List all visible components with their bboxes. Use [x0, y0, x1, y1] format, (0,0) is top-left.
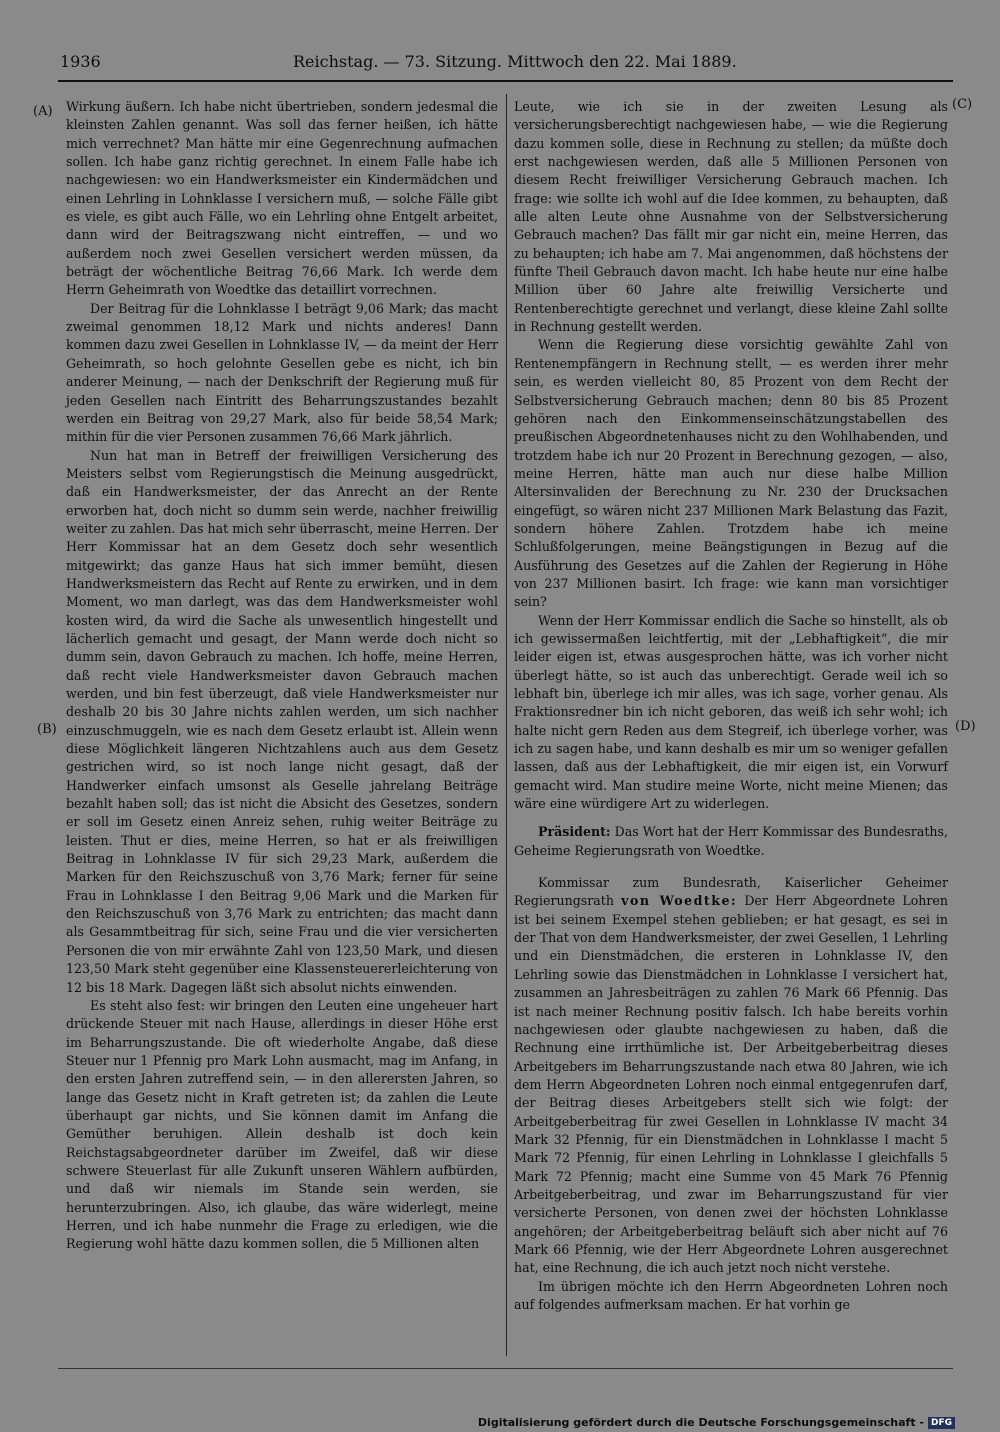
margin-mark-d: (D) — [955, 719, 976, 734]
speaker-president: Präsident: — [538, 824, 611, 840]
page-number: 1936 — [60, 52, 101, 71]
commissioner-intro: Kommissar zum Bundesrath, Kaiserlicher Geheimer Regierungsrath — [514, 875, 948, 909]
speaker-commissioner: von Woedtke: — [621, 893, 738, 909]
right-paragraph-3: Wenn der Herr Kommissar endlich die Sache so hinstellt, als ob ich gewissermaßen leichtfertig, mit der „Lebhaftigkeit“, die mir leider eigen ist, etwas ausgesprochen hätte, was ich vorher nicht überlegt hätte, so ist auch das unberechtigt. Gerade weil ich so lebhaft bin, überlege ich mir alles, was ich sage, vorher genau. Als Fraktionsredner bin ich nicht geboren, das weiß ich sehr wohl; ich halte nicht gern Reden aus dem Stegreif, ich überlege vorher, was ich zu sagen habe, und kann deshalb es mir um so weniger gefallen lassen, daß aus der Lebhaftigkeit, die mir eigen ist, ein Vorwurf gemacht wird. Man studire meine Worte, nicht meine Mienen; das wäre eine würdigere Art zu widerlegen. — [514, 612, 948, 812]
left-paragraph-1: Wirkung äußern. Ich habe nicht übertrieben, sondern jedesmal die kleinsten Zahlen genannt. Was soll das ferner heißen, ich hätte mich verrechnet? Man hätte mir eine Gegenrechnung aufmachen sollen. Ich habe ganz richtig gerechnet. In einem Falle habe ich nachgewiesen: wo ein Handwerksmeister ein Kindermädchen und einen Lehrling in Lohnklasse I versichern muß, — solche Fälle gibt es viele, es gibt auch Fälle, wo ein Lehrling ohne Entgelt arbeitet, dann wird der Beitragszwang nicht eintreffen, — und wo außerdem noch zwei Gesellen versichert werden müssen, da beträgt der wöchentliche Beitrag 76,66 Mark. Ich werde dem Herrn Geheimrath von Woedtke das detaillirt vorrechnen. — [66, 99, 498, 298]
left-column — [66, 98, 498, 1254]
dfg-credit-text: Digitalisierung gefördert durch die Deutsche Forschungsgemeinschaft - — [477, 1416, 924, 1429]
margin-mark-b: (B) — [37, 722, 57, 737]
page-header — [60, 50, 952, 78]
left-paragraph-2: Der Beitrag für die Lohnklasse I beträgt 9,06 Mark; das macht zweimal genommen 18,12 Mark und nichts anderes! Dann kommen dazu zwei Gesellen in Lohnklasse IV, — da meint der Herr Geheimrath, so hoch gelohnte Gesellen gebe es nicht, ich bin anderer Meinung, — nach der Denkschrift der Regierung muß für jeden Gesellen nach Eintritt des Beharrungszustandes bezahlt werden ein Beitrag von 29,27 Mark, also für beide 58,54 Mark; mithin für die vier Personen zusammen 76,66 Mark jährlich. — [66, 300, 498, 445]
margin-mark-c: (C) — [952, 97, 973, 112]
president-text: Das Wort hat der Herr Kommissar des Bundesraths, Geheime Regierungsrath von Woedtke. — [514, 824, 948, 858]
right-paragraph-2: Wenn die Regierung diese vorsichtig gewählte Zahl von Rentenempfängern in Rechnung stellt, — es werden ihrer mehr sein, es werden vielleicht 80, 85 Prozent von dem Recht der Selbstversicherung Gebrauch machen; denn 80 bis 85 Prozent gehören nach den Einkommenseinschätzungstabellen des preußischen Abgeordnetenhauses nicht zu den Wohlhabenden, und trotzdem habe ich nur 20 Prozent in Berechnung gezogen, — also, meine Herren, hätte man auch nur diese halbe Million Altersinvaliden der Berechnung zu Nr. 230 der Drucksachen eingefügt, so wären nicht 237 Millionen Mark Belastung das Fazit, sondern höhere Zahlen. Trotzdem habe ich meine Schlußfolgerungen, meine Beängstigungen in Bezug auf die Ausführung des Gesetzes auf die Zahlen der Regierung in Höhe von 237 Millionen basirt. Ich frage: wie kann man vorsichtiger sein? — [514, 337, 948, 610]
commissioner-statement — [514, 874, 948, 1278]
footer-rule — [58, 1368, 953, 1369]
header-rule — [58, 80, 953, 82]
president-statement — [514, 823, 948, 860]
column-divider — [506, 94, 507, 1356]
right-column — [514, 98, 948, 1314]
right-paragraph-6: Im übrigen möchte ich den Herrn Abgeordneten Lohren noch auf folgendes aufmerksam machen. Er hat vorhin ge — [514, 1278, 948, 1312]
margin-mark-a: (A) — [33, 104, 53, 119]
footer-credit — [478, 1416, 955, 1429]
left-paragraph-4: Es steht also fest: wir bringen den Leuten eine ungeheuer hart drückende Steuer mit nach Hause, allerdings in dieser Höhe erst im Beharrungszustande. Die oft wiederholte Angabe, daß diese Steuer nur 1 Pfennig pro Mark Lohn ausmacht, mag im Anfang, in den ersten Jahren zutreffend sein, — in den allerersten Jahren, so lange das Gesetz nicht in Kraft getreten ist; da zahlen die Leute überhaupt gar nichts, und Sie können damit im Anfang die Gemüther beruhigen. Allein deshalb ist doch kein Reichstagsabgeordneter darüber im Zweifel, daß wir diese schwere Steuerlast für alle Zukunft unseren Wählern aufbürden, und daß wir niemals im Stande sein werden, sie herunterzubringen. Also, ich glaube, das wäre widerlegt, meine Herren, und ich habe nunmehr die Frage zu erledigen, wie die Regierung wohl hätte dazu kommen sollen, die 5 Millionen alten — [66, 997, 498, 1252]
dfg-logo: DFG — [928, 1417, 955, 1429]
commissioner-text: Der Herr Abgeordnete Lohren ist bei seinem Exempel stehen geblieben; er hat gesagt, es sei in der That von dem Handwerksmeister, der zwei Gesellen, 1 Lehrling und ein Dienstmädchen, die ersteren in Lohnklasse IV, den Lehrling sowie das Dienstmädchen in Lohnklasse I versichert hat, zusammen an Jahresbeiträgen zu zahlen 76 Mark 66 Pfennig. Das ist nach meiner Rechnung positiv falsch. Ich habe bereits vorhin nachgewiesen oder glaubte nachgewiesen zu haben, daß die Rechnung eine irrthümliche ist. Der Arbeitgeberbeitrag dieses Arbeitgebers im Beharrungszustande nach etwa 80 Jahren, wie ich dem Herrn Abgeordneten Lohren noch einmal entgegenrufen darf, der Beitrag dieses Arbeitgebers stellt sich wie folgt: der Arbeitgeberbeitrag für zwei Gesellen in Lohnklasse IV macht 34 Mark 32 Pfennig, für ein Dienstmädchen in Lohnklasse I macht 5 Mark 72 Pfennig, für einen Lehrling in Lohnklasse I gleichfalls 5 Mark 72 Pfennig; macht eine Summe von 45 Mark 76 Pfennig Arbeitgeberbeitrag, und zwar im Beharrungszustand für vier versicherte Personen, von denen zwei der höchsten Lohnklasse angehören; der Arbeitgeberbeitrag beläuft sich aber nicht auf 76 Mark 66 Pfennig, wie der Herr Abgeordnete Lohren ausgerechnet hat, eine Rechnung, die ich auch jetzt noch nicht verstehe. — [514, 893, 948, 1276]
right-paragraph-1: Leute, wie ich sie in der zweiten Lesung als versicherungsberechtigt nachgewiesen habe, — wie die Regierung dazu kommen solle, diese in Rechnung zu stellen; da müßte doch erst nachgewiesen werden, daß alle 5 Millionen Personen von diesem Recht freiwilliger Versicherung Gebrauch machen. Ich frage: wie sollte ich wohl auf die Idee kommen, zu behaupten, daß alle alten Leute ohne Ausnahme von der Selbstversicherung Gebrauch machen? Das fällt mir gar nicht ein, meine Herren, das zu behaupten; ich habe am 7. Mai angenommen, daß höchstens der fünfte Theil Gebrauch davon macht. Ich habe heute nur eine halbe Million über 60 Jahre alte freiwillig Versicherte und Rentenberechtigte gerechnet und verlangt, diese kleine Zahl sollte in Rechnung gestellt werden. — [514, 99, 948, 335]
running-title: Reichstag. — 73. Sitzung. Mittwoch den 22. Mai 1889. — [293, 52, 737, 71]
left-paragraph-3: Nun hat man in Betreff der freiwilligen Versicherung des Meisters selbst vom Regierungstisch die Meinung ausgedrückt, daß ein Handwerksmeister, der das Anrecht an der Rente erworben hat, doch nicht so dumm sein werde, nachher freiwillig weiter zu zahlen. Das hat mich sehr überrascht, meine Herren. Der Herr Kommissar hat an dem Gesetz doch sehr wesentlich mitgewirkt; das ganze Haus hat sich immer bemüht, diesen Handwerksmeistern das Recht auf Rente zu erwirken, und in dem Moment, wo man darlegt, was das dem Handwerksmeister wohl kosten wird, da wird die Sache als unwesentlich hingestellt und lächerlich gemacht und gesagt, der Mann werde doch nicht so dumm sein, davon Gebrauch zu machen. Ich hoffe, meine Herren, daß recht viele Handwerksmeister davon Gebrauch machen werden, und bin fest überzeugt, daß viele Handwerksmeister nur deshalb 20 bis 30 Jahre nichts zahlen werden, um sich nachher einzuschmuggeln, wie es nach dem Gesetz erlaubt ist. Allein wenn diese Möglichkeit längeren Nichtzahlens auch aus dem Gesetz gestrichen wird, so ist noch lange nicht gesagt, daß der Handwerker einfach umsonst als Geselle jahrelang Beiträge bezahlt haben soll; das ist nicht die Absicht des Gesetzes, sondern er soll im Gesetz einen Anreiz sehen, ruhig weiter Beiträge zu leisten. Thut er dies, meine Herren, so hat er als freiwilligen Beitrag in Lohnklasse IV für sich 29,23 Mark, außerdem die Marken für den Reichszuschuß von 3,76 Mark; ferner für seine Frau in Lohnklasse I den Beitrag 9,06 Mark und die Marken für den Reichszuschuß von 3,76 Mark zu entrichten; das macht dann als Gesammtbeitrag für sich, seine Frau und die vier versicherten Personen die von mir erwähnte Zahl von 123,50 Mark, und diesen 123,50 Mark steht gegenüber eine Klassensteuererleichterung von 12 bis 18 Mark. Dagegen läßt sich absolut nichts einwenden. — [66, 447, 498, 995]
